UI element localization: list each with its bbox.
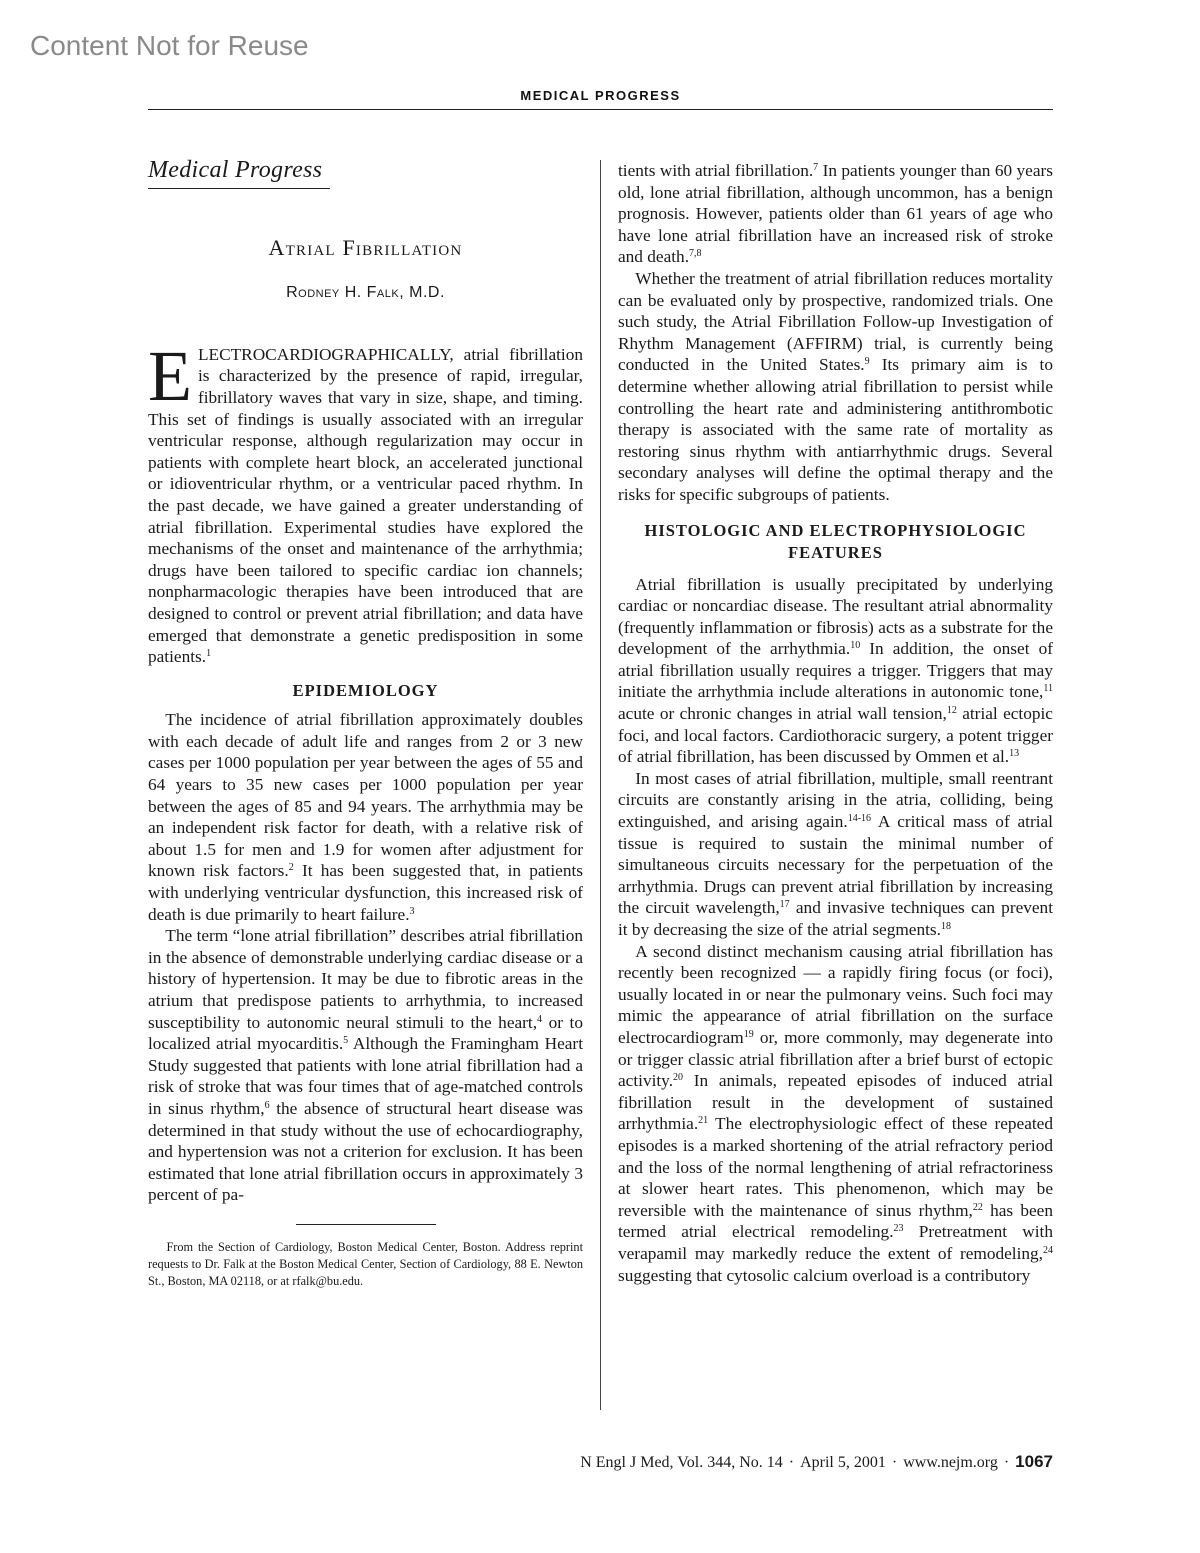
- text-run: the absence of structural heart disease was determined in that study without the use of echocardiography, and hypertension was not a criterion for exclusion. It has been estimated that lone atrial fibrillation occurs in approximately 3 percent of pa-: [148, 1098, 584, 1205]
- reference-marker: 7,8: [689, 248, 702, 260]
- issue-date: April 5, 2001: [800, 1454, 886, 1471]
- reference-marker: 13: [1009, 748, 1020, 760]
- reference-marker: 22: [972, 1201, 983, 1213]
- reference-marker: 18: [940, 921, 951, 932]
- reference-marker: 6: [264, 1099, 270, 1111]
- intro-paragraph: [148, 335, 583, 668]
- reference-marker: 17: [779, 899, 790, 911]
- reference-marker: 24: [1043, 1244, 1053, 1256]
- text-run: In animals, repeated episodes of induced atrial fibrillation result in the development of sustained arrhythmia.: [618, 1071, 1053, 1134]
- text-run: or, more commonly, may degenerate into or trigger classic atrial fibrillation after a brief burst of ectopic activity.: [618, 1027, 1053, 1091]
- running-head: MEDICAL PROGRESS: [520, 88, 681, 103]
- text-run: atrial ectopic foci, and local factors. Cardiothoracic surgery, a potent trigger of atrial fibrillation, has been discussed by Ommen et al.: [618, 704, 1053, 767]
- text-run: Although the Framingham Heart Study suggested that patients with lone atrial fibrillation had a risk of stroke that was four times that of age-matched controls in sinus rhythm,: [148, 1034, 583, 1118]
- reference-marker: 1: [206, 648, 212, 660]
- journal-url[interactable]: www.nejm.org: [903, 1454, 998, 1471]
- epidemiology-paragraph-2: [148, 925, 583, 1206]
- reference-marker: 7: [813, 162, 819, 173]
- reference-marker: 4: [537, 1013, 543, 1025]
- reference-marker: 19: [743, 1028, 754, 1040]
- text-run: The electrophysiologic effect of these repeated episodes is a marked shortening of the atrial refractory period and the loss of the normal lengthening of atrial refractoriness at slower heart rates. This phenomenon, which may be reversible with the maintenance of sinus rhythm,: [618, 1114, 1053, 1220]
- affirm-paragraph: [618, 268, 1053, 506]
- reference-marker: 14-16: [847, 813, 872, 825]
- histologic-paragraph-3: [618, 941, 1053, 1287]
- text-run: Atrial fibrillation is usually precipitated by underlying cardiac or noncardiac disease. The resultant atrial abnormality (frequently inflammation or fibrosis) acts as a substrate for the development of the arrhythmia.: [618, 574, 1053, 659]
- heading-histologic-features: HISTOLOGIC AND ELECTROPHYSIOLOGIC FEATURES: [644, 520, 1027, 562]
- text-run: A second distinct mechanism causing atrial fibrillation has recently been recognized — a rapidly firing focus (or foci), usually located in or near the pulmonary veins. Such foci may mimic the appearance of atrial fibrillation on the surface electrocardiogram: [618, 941, 1053, 1047]
- text-run: It has been suggested that, in patients with underlying ventricular dysfunction, this increased risk of death is due primarily to heart failure.: [148, 861, 583, 924]
- text-run: In patients younger than 60 years old, lone atrial fibrillation, although uncommon, has a benign prognosis. However, patients older than 61 years of age who have lone atrial fibrillation have an increased risk of stroke and death.: [618, 161, 1053, 267]
- text-run: Its primary aim is to determine whether allowing atrial fibrillation to persist while controlling the heart rate and administering antithrombotic therapy is associated with the same rate of mortality as restoring sinus rhythm with antiarrhythmic drugs. Several secondary analyses will define the optimal therapy and the risks for specific subgroups of patients.: [618, 355, 1053, 504]
- author-affiliation-footnote: From the Section of Cardiology, Boston Medical Center, Boston. Address reprint requests to Dr. Falk at the Boston Medical Center, Section of Cardiology, 88 E. Newton St., Boston, MA 02118, or at rfalk@bu.edu.: [148, 1239, 583, 1288]
- text-run: tients with atrial fibrillation.: [618, 161, 814, 180]
- text-run: and invasive techniques can prevent it by decreasing the size of the atrial segments.: [618, 898, 1054, 939]
- section-label-rule: [148, 188, 330, 189]
- page-number: 1067: [1015, 1452, 1053, 1471]
- reference-marker: 10: [850, 640, 861, 652]
- text-run: The term “lone atrial fibrillation” describes atrial fibrillation in the absence of demonstrable underlying cardiac disease or a history of hypertension. It may be due to fibrotic areas in the atrium that predispose patients to arrhythmia, to increased susceptibility to autonomic neural stimuli to the heart,: [148, 926, 583, 1032]
- reference-marker: 12: [946, 705, 957, 717]
- continued-paragraph: [618, 160, 1053, 268]
- text-run: has been termed atrial electrical remodeling.: [618, 1200, 1053, 1242]
- reference-marker: 20: [673, 1072, 684, 1084]
- text-run: Whether the treatment of atrial fibrillation reduces mortality can be evaluated only by prospective, randomized trials. One such study, the Atrial Fibrillation Follow-up Investigation of Rhythm Management (AFFIRM) trial, is currently being conducted in the United States.: [618, 268, 1053, 375]
- drop-cap: E: [148, 335, 192, 416]
- reference-marker: 9: [864, 356, 870, 368]
- right-column: [618, 160, 1053, 1286]
- heading-epidemiology: EPIDEMIOLOGY: [292, 680, 439, 700]
- histologic-paragraph-1: [618, 574, 1053, 768]
- column-divider: [600, 160, 601, 1410]
- text-run: suggesting that cytosolic calcium overload is a contributory: [618, 1265, 1031, 1285]
- reference-marker: 2: [288, 862, 294, 874]
- separator: ·: [1003, 1454, 1010, 1471]
- text-run: Pretreatment with verapamil may markedly reduce the extent of remodeling,: [618, 1222, 1053, 1263]
- reference-marker: 11: [1043, 683, 1053, 695]
- text-run: A critical mass of atrial tissue is required to sustain the minimal number of simultaneous circuits necessary for the perpetuation of the arrhythmia. Drugs can prevent atrial fibrillation by increasing the circuit wavelength,: [618, 812, 1053, 918]
- histologic-paragraph-2: [618, 768, 1053, 941]
- separator: ·: [891, 1454, 898, 1471]
- article-title: Atrial Fibrillation: [268, 234, 463, 260]
- watermark: Content Not for Reuse: [30, 30, 309, 61]
- intro-text: LECTROCARDIOGRAPHICALLY, atrial fibrillation is characterized by the presence of rapid, irregular, fibrillatory waves that vary in size, shape, and timing. This set of findings is usually associated with an irregular ventricular response, although regularization may occur in patients with complete heart block, an accelerated junctional or idioventricular rhythm, or a ventricular paced rhythm. In the past decade, we have gained a greater understanding of atrial fibrillation. Experimental studies have explored the mechanisms of the onset and maintenance of the arrhythmia; drugs have been tailored to specific cardiac ion channels; nonpharmacologic therapies have been introduced that are designed to control or prevent atrial fibrillation; and data have emerged that demonstrate a genetic predisposition in some patients.: [148, 344, 583, 667]
- reference-marker: 21: [698, 1115, 709, 1127]
- left-column: [148, 158, 583, 1290]
- article-author: Rodney H. Falk, M.D.: [286, 284, 445, 302]
- epidemiology-paragraph-1: [148, 709, 583, 925]
- section-label: Medical Progress: [148, 157, 323, 183]
- text-run: acute or chronic changes in atrial wall tension,: [618, 704, 947, 724]
- text-run: or to localized atrial myocarditis.: [148, 1012, 583, 1054]
- reference-marker: 23: [893, 1223, 904, 1235]
- text-run: In most cases of atrial fibrillation, multiple, small reentrant circuits are constantly arising in the atria, colliding, being extinguished, and arising again.: [618, 768, 1053, 832]
- header-rule: [148, 109, 1053, 110]
- footnote-rule: [296, 1224, 436, 1225]
- text-run: In addition, the onset of atrial fibrillation usually requires a trigger. Triggers that may initiate the arrhythmia include alterations in autonomic tone,: [618, 639, 1053, 702]
- journal-citation: N Engl J Med, Vol. 344, No. 14: [580, 1454, 783, 1471]
- reference-marker: 3: [409, 905, 415, 917]
- page-footer: [148, 1452, 1053, 1472]
- separator: ·: [788, 1454, 795, 1471]
- text-run: The incidence of atrial fibrillation approximately doubles with each decade of adult life and ranges from 2 or 3 new cases per 1000 population per year between the ages of 55 and 64 years to 35 new cases per 1000 population per year between the ages of 85 and 94 years. The arrhythmia may be an independent risk factor for death, with a relative risk of about 1.5 for men and 1.9 for women after adjustment for known risk factors.: [148, 710, 583, 881]
- reference-marker: 5: [343, 1035, 349, 1047]
